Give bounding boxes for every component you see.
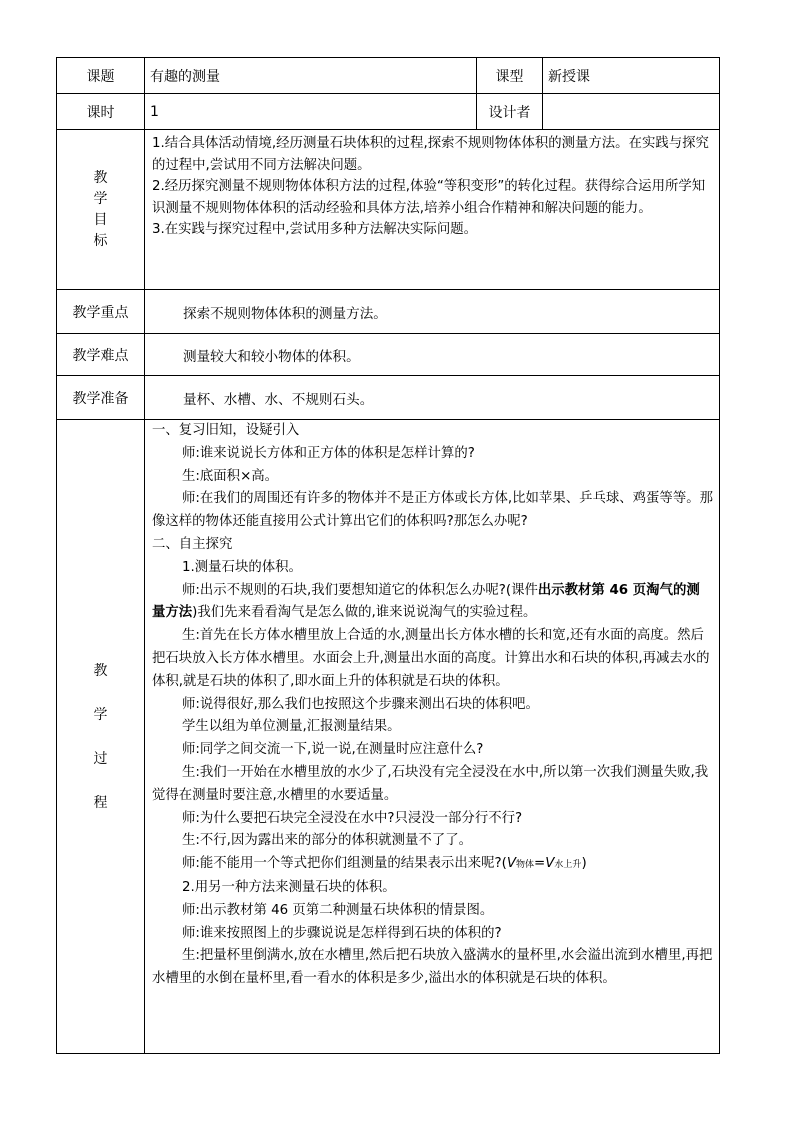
process-paragraph: 师:谁来说说长方体和正方体的体积是怎样计算的? bbox=[182, 445, 475, 461]
preparation-value: 量杯、水槽、水、不规则石头。 bbox=[145, 376, 720, 420]
key-point-value: 探索不规则物体体积的测量方法。 bbox=[145, 290, 720, 334]
designer-value bbox=[543, 94, 720, 130]
process-paragraph: 生:我们一开始在水槽里放的水少了,石块没有完全浸没在水中,所以第一次我们测量失败,我觉得在测量时要注意,水槽里的水要适量。 bbox=[152, 764, 709, 803]
process-paragraph: 师:在我们的周围还有许多的物体并不是正方体或长方体,比如苹果、乒乓球、鸡蛋等等。那像这样的物体还能直接用公式计算出它们的体积吗?那怎么办呢? bbox=[152, 491, 713, 530]
process-paragraph: 师:为什么要把石块完全浸没在水中?只浸没一部分行不行? bbox=[182, 810, 523, 826]
hours-label: 课时 bbox=[57, 94, 145, 130]
goal-item-1: 1.结合具体活动情境,经历测量石块体积的过程,探索不规则物体体积的测量方法。在实践与探究的过程中,尝试用不同方法解决问题。 bbox=[152, 136, 709, 173]
process-paragraph: 生:底面积×高。 bbox=[182, 468, 279, 484]
type-label: 课型 bbox=[477, 58, 543, 94]
designer-label: 设计者 bbox=[477, 94, 543, 130]
sub-heading-1: 1.测量石块的体积。 bbox=[182, 559, 302, 575]
process-paragraph: 生:首先在长方体水槽里放上合适的水,测量出长方体水槽的长和宽,还有水面的高度。然后把石块放入长方体水槽里。水面会上升,测量出水面的高度。计算出水和石块的体积,再减去水的体积,就是石块的体积了,即水面上升的体积就是石块的体积。 bbox=[152, 628, 710, 689]
difficulty-row bbox=[57, 334, 720, 376]
process-paragraph: 生:不行,因为露出来的部分的体积就测量不了了。 bbox=[182, 833, 472, 849]
process-paragraph: 师:同学之间交流一下,说一说,在测量时应注意什么? bbox=[182, 742, 484, 758]
goals-label: 教 学 目 标 bbox=[57, 130, 145, 290]
process-paragraph: 师:说得很好,那么我们也按照这个步骤来测出石块的体积吧。 bbox=[182, 696, 539, 712]
preparation-label: 教学准备 bbox=[57, 376, 145, 420]
goal-item-2: 2.经历探究测量不规则物体体积方法的过程,体验“等积变形”的转化过程。获得综合运用所学知识测量不规则物体体积的活动经验和具体方法,培养小组合作精神和解决问题的能力。 bbox=[152, 179, 706, 216]
process-row bbox=[57, 420, 720, 1054]
key-point-label: 教学重点 bbox=[57, 290, 145, 334]
lesson-plan-table bbox=[56, 57, 720, 1054]
section-heading-2: 二、自主探究 bbox=[152, 536, 233, 552]
process-paragraph: 生:把量杯里倒满水,放在水槽里,然后把石块放入盛满水的量杯里,水会溢出流到水槽里,再把水槽里的水倒在量杯里,看一看水的体积是多少,溢出水的体积就是石块的体积。 bbox=[152, 948, 713, 987]
topic-value: 有趣的测量 bbox=[145, 58, 477, 94]
process-paragraph: 学生以组为单位测量,汇报测量结果。 bbox=[182, 719, 401, 735]
process-paragraph: 师:出示教材第 46 页第二种测量石块体积的情景图。 bbox=[182, 902, 494, 918]
process-content bbox=[145, 420, 720, 1054]
type-value: 新授课 bbox=[543, 58, 720, 94]
process-paragraph: 师:谁来按照图上的步骤说说是怎样得到石块的体积的? bbox=[182, 925, 502, 941]
topic-row bbox=[57, 58, 720, 94]
goals-row bbox=[57, 130, 720, 290]
courseware-note: 出示教材第 46 页淘气的测量方法 bbox=[152, 582, 700, 621]
section-heading-1: 一、复习旧知，设疑引入 bbox=[152, 423, 300, 438]
preparation-row bbox=[57, 376, 720, 420]
volume-formula: V物体=V水上升 bbox=[506, 856, 582, 872]
goals-content bbox=[145, 130, 720, 290]
difficulty-value: 测量较大和较小物体的体积。 bbox=[145, 334, 720, 376]
hours-row bbox=[57, 94, 720, 130]
difficulty-label: 教学难点 bbox=[57, 334, 145, 376]
key-point-row bbox=[57, 290, 720, 334]
hours-value: 1 bbox=[145, 94, 477, 130]
goal-item-3: 3.在实践与探究过程中,尝试用多种方法解决实际问题。 bbox=[152, 222, 478, 237]
sub-heading-2: 2.用另一种方法来测量石块的体积。 bbox=[182, 879, 396, 895]
process-paragraph: 师:能不能用一个等式把你们组测量的结果表示出来呢?(V物体=V水上升) bbox=[182, 856, 587, 872]
process-paragraph: 师:出示不规则的石块,我们要想知道它的体积怎么办呢?(课件出示教材第 46 页淘气的测量方法)我们先来看看淘气是怎么做的,谁来说说淘气的实验过程。 bbox=[152, 582, 700, 621]
process-label: 教 学 过 程 bbox=[57, 420, 145, 1054]
topic-label: 课题 bbox=[57, 58, 145, 94]
